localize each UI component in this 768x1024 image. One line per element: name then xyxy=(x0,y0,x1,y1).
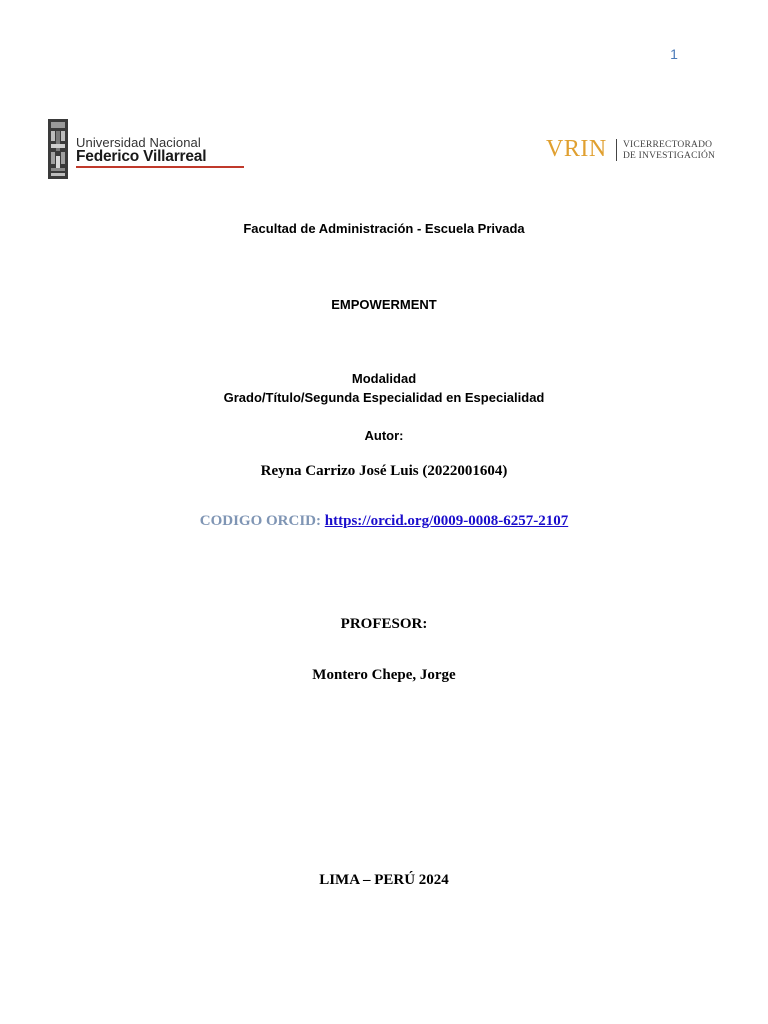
vrin-acronym: VRIN xyxy=(546,136,607,162)
unfv-emblem-icon xyxy=(46,118,70,180)
document-title: EMPOWERMENT xyxy=(331,297,437,312)
unfv-name-line1: Universidad Nacional xyxy=(76,135,201,150)
orcid-line xyxy=(0,513,768,530)
modality-label: Modalidad xyxy=(351,371,417,386)
professor-name: Montero Chepe, Jorge xyxy=(312,667,456,683)
author-name: Reyna Carrizo José Luis (2022001604) xyxy=(260,463,508,479)
faculty-line: Facultad de Administración - Escuela Privada xyxy=(243,221,525,236)
orcid-link[interactable]: https://orcid.org/0009-0008-6257-2107 xyxy=(324,513,569,529)
modality-value: Grado/Título/Segunda Especialidad en Especialidad xyxy=(223,390,545,405)
author-label: Autor: xyxy=(364,428,404,443)
unfv-underline xyxy=(76,166,244,168)
vrin-logo xyxy=(546,136,716,166)
place-year: LIMA – PERÚ 2024 xyxy=(319,872,449,888)
vrin-line2: DE INVESTIGACIÓN xyxy=(623,151,716,161)
professor-label: PROFESOR: xyxy=(340,616,428,632)
page-number: 1 xyxy=(670,46,678,62)
orcid-label: CODIGO ORCID: xyxy=(199,513,322,529)
vrin-line1: VICERRECTORADO xyxy=(623,140,713,150)
unfv-logo xyxy=(46,118,206,182)
unfv-name-line2: Federico Villarreal xyxy=(76,148,207,165)
vrin-divider xyxy=(616,139,617,161)
